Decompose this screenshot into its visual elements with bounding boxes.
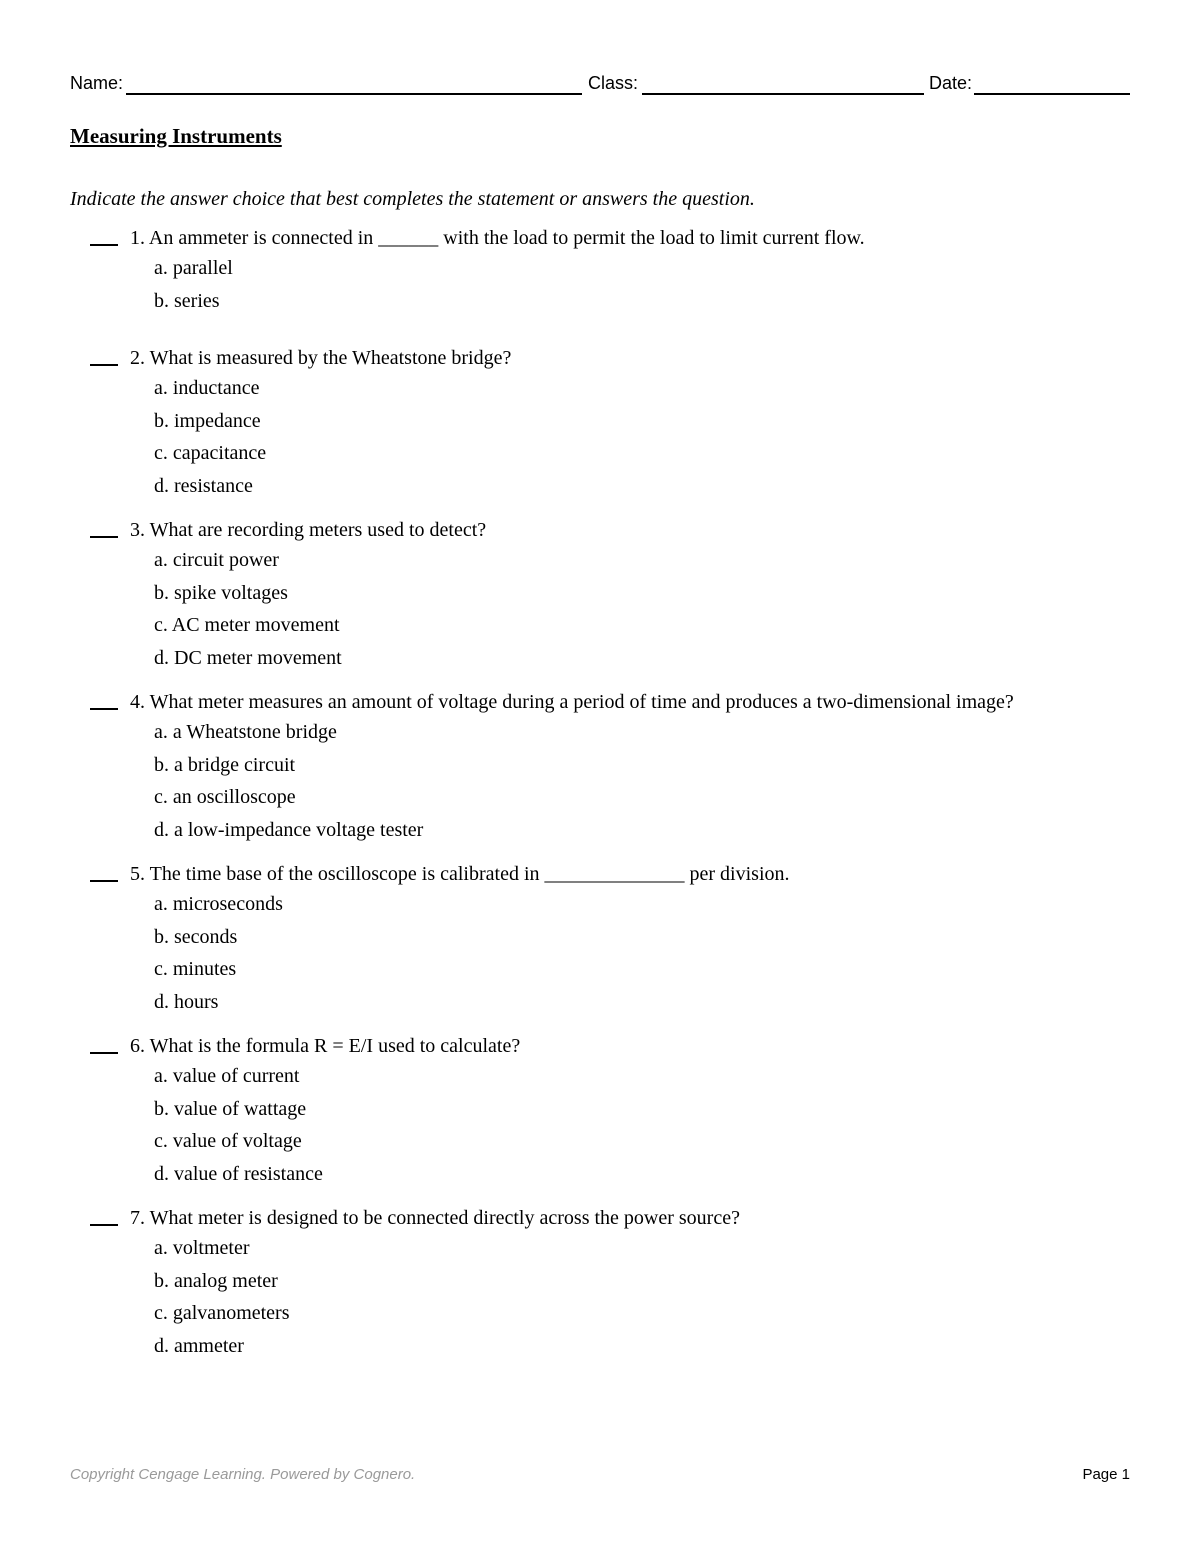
answer-option: c. value of voltage — [154, 1130, 302, 1152]
answer-option: a. microseconds — [154, 893, 283, 915]
answer-option: d. value of resistance — [154, 1162, 323, 1185]
answer-option: c. AC meter movement — [154, 614, 340, 636]
answer-option: c. galvanometers — [154, 1302, 290, 1324]
name-field[interactable] — [126, 93, 582, 95]
answer-option: a. circuit power — [154, 549, 279, 571]
answer-option: b. value of wattage — [154, 1097, 307, 1120]
answer-options — [154, 1064, 323, 1194]
answer-option: a. parallel — [154, 257, 233, 279]
worksheet-title: Measuring Instruments — [70, 124, 282, 148]
question-stem: 4. What meter measures an amount of voltage during a period of time and produces a two-dimensional image? — [130, 691, 1014, 713]
class-field[interactable] — [642, 93, 924, 95]
answer-option: a. a Wheatstone bridge — [154, 721, 337, 743]
answer-blank[interactable] — [90, 536, 118, 538]
answer-blank[interactable] — [90, 880, 118, 882]
answer-options — [154, 256, 233, 321]
date-field[interactable] — [974, 93, 1130, 95]
answer-option: b. impedance — [154, 409, 261, 432]
answer-option: c. an oscilloscope — [154, 786, 296, 808]
answer-blank[interactable] — [90, 1224, 118, 1226]
answer-option: c. minutes — [154, 958, 237, 980]
answer-option: d. resistance — [154, 474, 253, 497]
instructions: Indicate the answer choice that best completes the statement or answers the question. — [70, 188, 755, 210]
answer-option: d. hours — [154, 990, 219, 1013]
date-label: Date: — [929, 73, 973, 93]
page-number: Page 1 — [1082, 1466, 1130, 1483]
question-stem: 1. An ammeter is connected in ______ with the load to permit the load to limit current flow. — [130, 227, 865, 249]
student-info-header — [70, 70, 1130, 98]
answer-option: a. inductance — [154, 377, 260, 399]
answer-options — [154, 892, 283, 1022]
question-stem: 2. What is measured by the Wheatstone bridge? — [130, 347, 512, 369]
question-stem: 5. The time base of the oscilloscope is calibrated in ______________ per division. — [130, 863, 790, 885]
answer-blank[interactable] — [90, 708, 118, 710]
answer-option: d. ammeter — [154, 1334, 244, 1357]
answer-blank[interactable] — [90, 244, 118, 246]
answer-options — [154, 1236, 290, 1366]
answer-option: b. series — [154, 289, 220, 312]
name-label: Name: — [70, 73, 124, 93]
answer-option: b. a bridge circuit — [154, 753, 296, 776]
answer-options — [154, 376, 266, 506]
answer-option: b. spike voltages — [154, 581, 288, 604]
class-label: Class: — [588, 73, 639, 93]
answer-options — [154, 720, 423, 850]
question-stem: 3. What are recording meters used to detect? — [130, 519, 487, 541]
answer-option: c. capacitance — [154, 442, 267, 464]
answer-options — [154, 548, 342, 678]
answer-option: b. seconds — [154, 925, 238, 948]
answer-option: a. voltmeter — [154, 1237, 250, 1259]
question-stem: 7. What meter is designed to be connected directly across the power source? — [130, 1207, 740, 1229]
answer-option: a. value of current — [154, 1065, 300, 1087]
copyright-text: Copyright Cengage Learning. Powered by Cognero. — [70, 1466, 416, 1483]
answer-blank[interactable] — [90, 1052, 118, 1054]
answer-option: b. analog meter — [154, 1269, 278, 1292]
answer-option: d. DC meter movement — [154, 646, 342, 669]
answer-blank[interactable] — [90, 364, 118, 366]
answer-option: d. a low-impedance voltage tester — [154, 818, 424, 841]
question-stem: 6. What is the formula R = E/I used to calculate? — [130, 1035, 521, 1057]
